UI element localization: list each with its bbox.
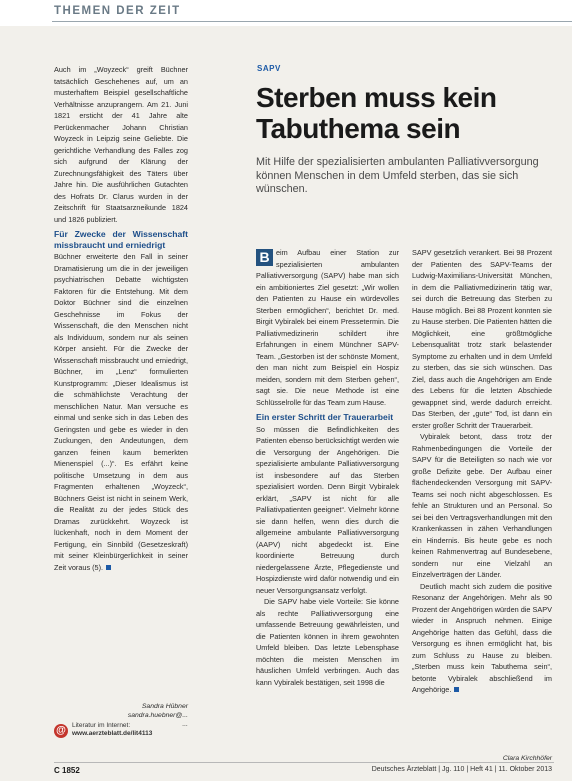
online-box[interactable] bbox=[54, 722, 204, 740]
footer-rule bbox=[54, 762, 554, 763]
left-column bbox=[54, 64, 188, 573]
right-paragraph-3-text: Deutlich macht sich zudem die positive Resonanz der Angehörigen. Mehr als 90 Prozent der Angehörigen würden die SAPV wieder in Anspruch nehmen. Einige Angehörige hatten das Gefühl, dass die Versorgung es ihnen ermöglicht hat, bis zum Schluss zu Hause zu bleiben. „Sterben muss kein Tabuthema sein“, betonte Vybiralek abschließend im Angehörige. bbox=[412, 581, 552, 694]
header-rule bbox=[52, 21, 572, 22]
right-column bbox=[412, 247, 552, 696]
right-paragraph-1: SAPV gesetzlich verankert. Bei 98 Prozent der Patienten des SAPV-Teams der Ludwig-Maximilians-Universität München, in dem die Palliativmedizinerin tätig war, sei durch die Betreuung das Sterben zu Hause möglich. Bei 88 Prozent konnten sie zu Hause sterben. Die Patienten hätten die Möglichkeit, eine größtmögliche Lebensqualität trotz stark belastender Symptome zu erhalten und in dem Umfeld zu sterben, das sie sich wünschen. Das Ziel, dass auch die Angehörigen am Ende des Lebens für die letzten Abschiede gewappnet sind, werde dadurch erreicht. Das Sterben, der „gute“ Tod, ist dann ein erster großer Schritt der Trauerarbeit. bbox=[412, 248, 552, 430]
mid-paragraph-3: Die SAPV habe viele Vorteile: Sie könne als rechte Palliativversorgung eine umfassende Betreuung gewährleisten, und die Patienten können in ihrem gewohnten Umfeld bleiben. Das letzte Lebensphase möchten die meisten Menschen im häuslichen Umfeld verbringen. Auch das kann Vybiralek bestätigen, seit 1998 die bbox=[256, 597, 399, 687]
section-title: THEMEN DER ZEIT bbox=[54, 5, 181, 17]
mid-subheading: Ein erster Schritt der Trauerarbeit bbox=[256, 412, 394, 422]
left-paragraph-2 bbox=[54, 251, 188, 573]
left-author: Sandra Hübner sandra.huebner@... ... bbox=[127, 703, 188, 728]
left-subheading: Für Zwecke der Wissenschaft missbraucht und erniedrigt bbox=[54, 229, 188, 250]
end-mark-icon bbox=[106, 565, 111, 570]
left-paragraph-1: Auch im „Woyzeck“ greift Büchner tatsächlich Geschehenes auf, um an musterhaftem Beispiel gesellschaftliche Verhältnisse anzuprangern. Am 21. Juni 1821 ersticht der 41 Jahre alte Perückenmacher Johann Christian Woyzeck in Leipzig seine Geliebte. Die gerichtliche Verhandlung des Falles zog sich aufgrund der Klärung der Zurechnungsfähigkeit des Täters über Jahre hin. Die ausführlichen Gutachten des Hofrats Dr. Clarus wurden in der Zeitschrift für Staatsarzneikunde 1824 und 1826 publiziert. bbox=[54, 65, 188, 224]
right-author: Clara Kirchhöfer bbox=[502, 755, 552, 762]
article-headline: Sterben muss kein Tabuthema sein bbox=[256, 82, 497, 144]
mid-paragraph-2: So müssen die Befindlichkeiten des Patienten ebenso berücksichtigt werden wie die Versorgung der Angehörigen. Die spezialisierte ambulante Palliativversorgung ist insbesondere auf das Sterben spezialisiert worden. Denn Birgit Vybiralek erklärt, „SAPV ist nicht für alle Palliativpatienten geeignet“. Vielmehr könne sie dann helfen, wenn dies durch die allgemeine ambulante Palliativversorgung (AAPV) nicht abgedeckt ist. Eine koordinierte Betreuung durch niedergelassene Ärzte, Pflegedienste und Hospizdienste wird dafür notwendig und ein neuer Versorgungsansatz verfolgt. bbox=[256, 424, 399, 595]
left-paragraph-2-text: Büchner erweiterte den Fall in seiner Dramatisierung um die in der jeweiligen psychiatrischen Debatte wichtigsten Faktoren für die Entstehung. Mit dem Doktor Büchner sind die einzelnen Geschehnisse im Fokus der Wissenschaft, die den Menschen nicht als Individuum, sondern nur als seinen Körper ansieht. Für die Zwecke der Wissenschaft missbraucht und erniedrigt, Büchner, im „Lenz“ formulierten Kunstprogramm: „Dieser Idealismus ist die schmählichste Verachtung der menschlichen Natur. Man versuche es einmal und senke sich in das Leben des Geringsten und gebe es wieder in den Zuckungen, den Andeutungen, dem ganzen feinen kaum bemerkten Mienenspiel (...)“. Es erfährt keine politische Umsetzung in dem aus Fragmenten erhaltenen „Woyzeck“, Büchners Geist ist nicht in seinem Werk, die Realität zu der jedes Stück des Dramas zurückkehrt. Woyzeck ist lückenhaft, noch in dem Moment der Fertigung, ein Sinnbild (Gesetzeskraft) mit seiner Kleinbürgerlichkeit in seiner Zeit voraus (5). bbox=[54, 252, 188, 572]
article-subtitle: Mit Hilfe der spezialisierten ambulanten Palliativversorgung können Menschen in dem Umfeld sterben, das sie sich wünschen. bbox=[256, 156, 539, 195]
mid-paragraph-1-text: eim Aufbau einer Station zur spezialisierten ambulanten Palliativversorgung (SAPV) habe man sich ein ambitioniertes Ziel gesetzt: „Wir wollen den Patienten zu Hause ein würdevolles Sterben ermöglichen“, berichtet Dr. med. Birgit Vybiralek bei einem Pressetermin. Die Palliativmedizinerin schildert ihre Erfahrungen in einem Münchner SAPV-Team. „Gestorben ist der schönste Moment, den man nicht zum Beispiel ein Hospiz meiden, sondern mit dem Sterben gehen“, sagt sie. Die neue Methode ist eine Schlüsselrolle für das Team zum Hause. bbox=[256, 248, 399, 407]
mid-paragraph-1 bbox=[256, 247, 399, 408]
article-category: SAPV bbox=[257, 64, 281, 73]
right-paragraph-3 bbox=[412, 581, 552, 696]
page-number: C 1852 bbox=[54, 766, 80, 775]
online-url-link[interactable]: www.aerzteblatt.de/lit4113 bbox=[72, 730, 153, 737]
online-title: Literatur im Internet: bbox=[72, 722, 131, 729]
journal-info: Deutsches Ärzteblatt | Jg. 110 | Heft 41 | 11. Oktober 2013 bbox=[371, 766, 552, 773]
end-mark-icon bbox=[454, 687, 459, 692]
at-sign-icon: @ bbox=[54, 724, 68, 738]
middle-column bbox=[256, 247, 399, 688]
right-paragraph-2: Vybiralek betont, dass trotz der Rahmenbedingungen die Vorteile der SAPV für die Beteiligten so nach wie vor große Defizite gebe. Der Aufbau einer flächendeckenden Versorgung mit SAPV-Teams sei noch nicht abgeschlossen. Es fehle an Strukturen und an Personal. So sei bei den Vertragsverhandlungen mit den Krankenkassen in zähen Verhandlungen ein Hindernis. Bis heute gebe es noch keinen Rahmenvertrag auf Bundesebene, sondern nur eine Vielzahl an Einzelverträgen der Länder. bbox=[412, 432, 552, 579]
dropcap: B bbox=[256, 249, 273, 266]
